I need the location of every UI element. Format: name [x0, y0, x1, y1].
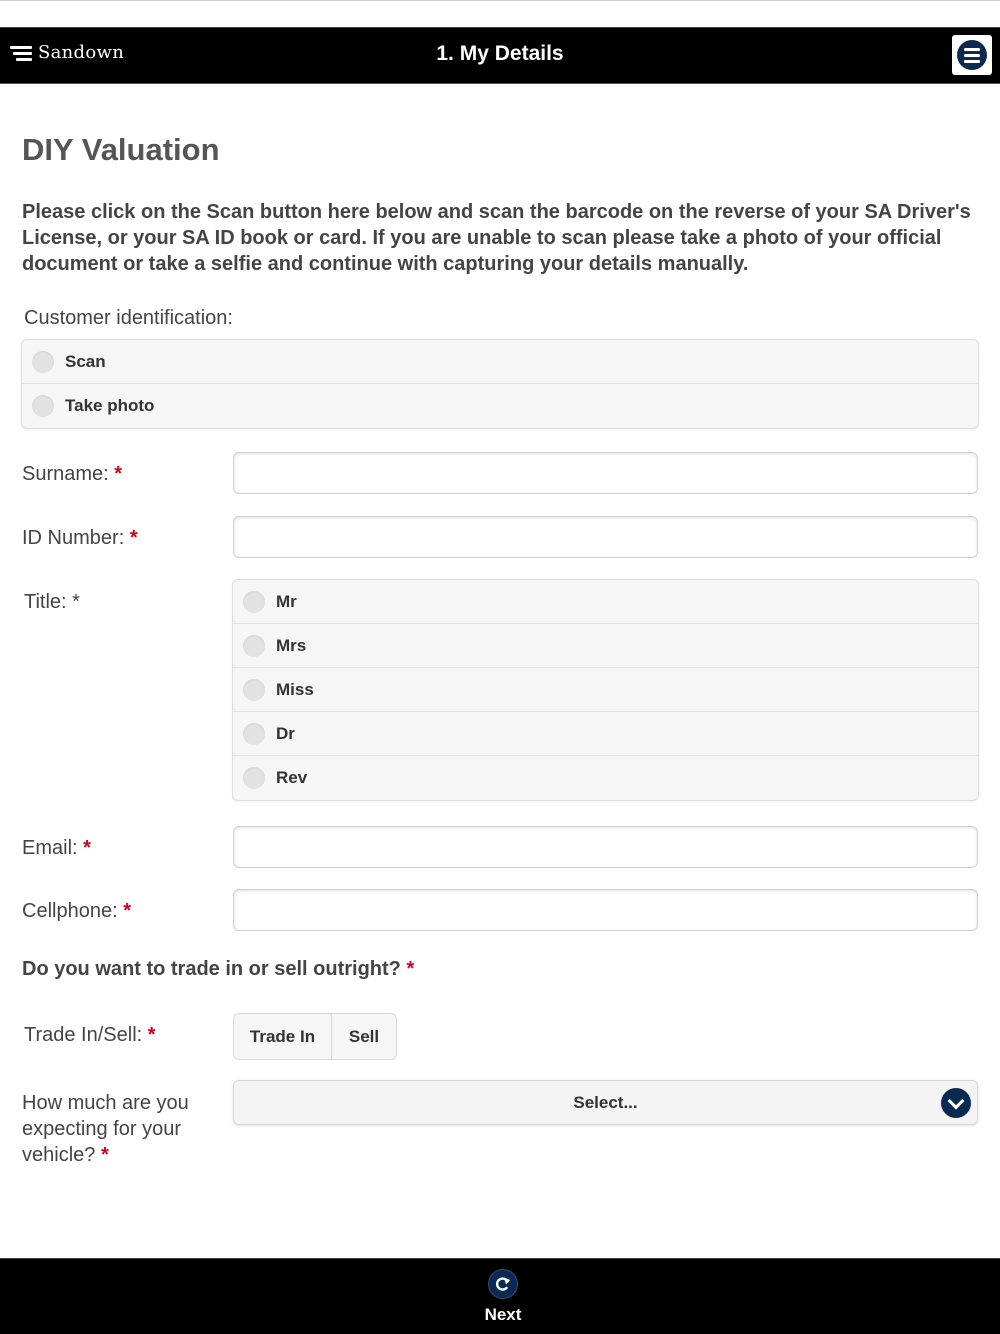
radio-button-icon — [32, 395, 54, 417]
radio-option-mr[interactable] — [233, 580, 978, 624]
trade-question — [22, 958, 414, 981]
trade-question-text: Do you want to trade in or sell outright? — [22, 958, 401, 980]
required-marker: * — [83, 837, 91, 859]
radio-option-rev[interactable] — [233, 756, 978, 800]
radio-option-miss[interactable] — [233, 668, 978, 712]
trade-sell-label — [24, 1022, 156, 1048]
radio-label: Scan — [65, 351, 106, 371]
required-marker: * — [129, 527, 138, 549]
surname-input[interactable] — [233, 452, 978, 494]
email-label — [22, 835, 91, 861]
required-marker: * — [123, 900, 131, 922]
radio-option-scan[interactable] — [22, 340, 978, 384]
required-marker: * — [147, 1024, 156, 1046]
intro-text: Please click on the Scan button here below and scan the barcode on the reverse of your SA Driver's License, or your SA ID book or card. If you are unable to scan please take a photo of your official document or take a selfie and continue with capturing your details manually. — [22, 201, 971, 275]
cellphone-input[interactable] — [233, 889, 978, 931]
required-marker: * — [406, 958, 415, 980]
title-radio-group — [232, 579, 979, 801]
title-label: Title: * — [24, 591, 80, 613]
customer-identification-label: Customer identification: — [24, 307, 233, 329]
radio-button-icon — [243, 635, 265, 657]
redo-arrow-icon — [488, 1269, 518, 1299]
email-label-text: Email: — [22, 837, 78, 859]
id-number-input[interactable] — [233, 516, 978, 558]
radio-label: Mr — [276, 591, 297, 611]
radio-option-take-photo[interactable] — [22, 384, 978, 428]
cellphone-label-text: Cellphone: — [22, 900, 118, 922]
surname-label-text: Surname: — [22, 463, 109, 485]
radio-label: Take photo — [65, 396, 155, 415]
trade-sell-toggle — [233, 1013, 397, 1060]
menu-button[interactable] — [952, 35, 992, 75]
surname-label — [22, 461, 122, 487]
email-input[interactable] — [233, 826, 978, 868]
trade-in-button[interactable]: Trade In — [234, 1014, 332, 1059]
radio-button-icon — [243, 679, 265, 701]
menu-icon — [957, 40, 987, 70]
radio-button-icon — [243, 767, 265, 789]
expectation-label-text: How much are you expecting for your vehicle? — [22, 1092, 189, 1166]
radio-option-dr[interactable] — [233, 712, 978, 756]
required-marker: * — [100, 1144, 109, 1166]
radio-button-icon — [32, 351, 54, 373]
radio-option-mrs[interactable] — [233, 624, 978, 668]
top-border — [0, 0, 1000, 1]
trade-sell-label-text: Trade In/Sell: — [24, 1024, 143, 1046]
id-number-label-text: ID Number: — [22, 527, 125, 549]
sell-button[interactable]: Sell — [348, 1026, 380, 1046]
radio-button-icon — [243, 591, 265, 613]
logo-text: Sandown — [38, 42, 125, 63]
header-title: 1. My Details — [436, 42, 564, 65]
cellphone-label — [22, 898, 131, 924]
required-marker: * — [114, 463, 123, 485]
next-button[interactable] — [473, 1267, 533, 1325]
radio-button-icon — [243, 723, 265, 745]
page-title: DIY Valuation — [22, 132, 220, 167]
radio-label: Mrs — [276, 635, 307, 655]
app-header — [0, 27, 1000, 84]
id-number-label — [22, 525, 138, 551]
footer-bar — [0, 1258, 1000, 1334]
radio-label: Dr — [276, 723, 295, 743]
select-value: Select... — [573, 1093, 638, 1112]
customer-identification-group — [21, 339, 979, 429]
chevron-down-icon — [941, 1088, 971, 1118]
radio-label: Rev — [276, 768, 308, 787]
expectation-label — [22, 1090, 212, 1168]
next-label: Next — [484, 1305, 522, 1324]
radio-label: Miss — [276, 679, 314, 699]
expectation-select[interactable] — [233, 1080, 978, 1125]
